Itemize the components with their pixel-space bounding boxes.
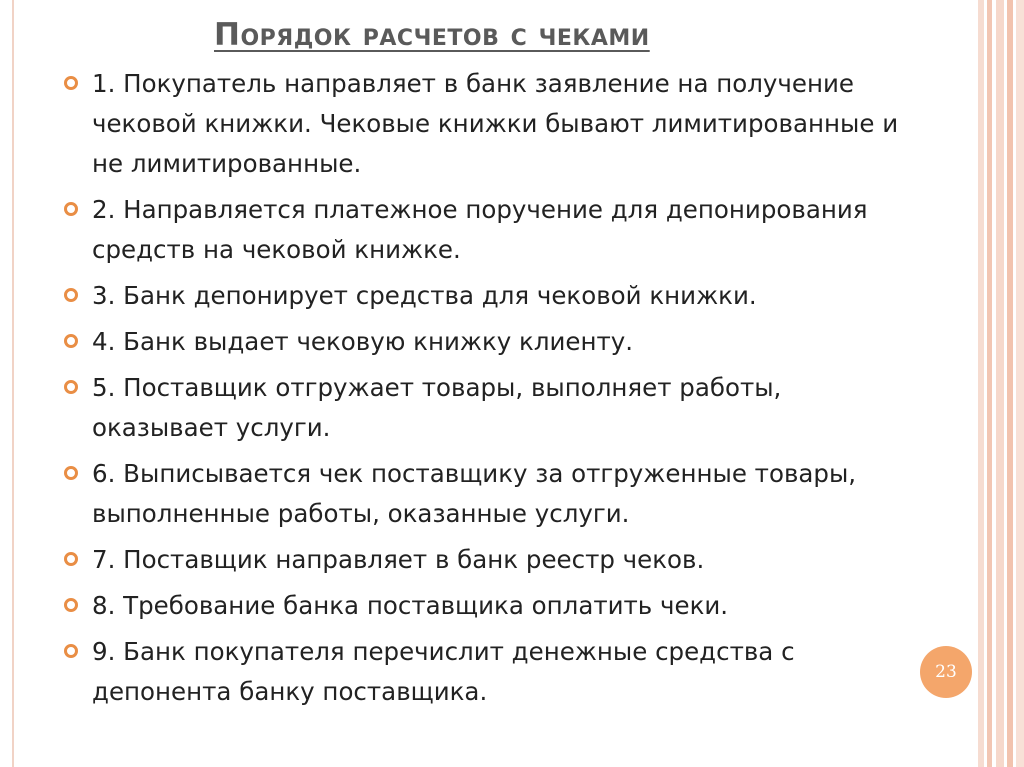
list-item-text: 8. Требование банка поставщика оплатить чеки. [92, 591, 729, 620]
left-border-line [12, 0, 14, 767]
list-item [60, 632, 920, 712]
list-item [60, 586, 920, 626]
list-item-text: 9. Банк покупателя перечислит денежные средства с депонента банку поставщика. [92, 637, 795, 706]
circle-bullet-icon [64, 598, 78, 612]
list-item-text: 3. Банк депонирует средства для чековой книжки. [92, 281, 757, 310]
list-item [60, 540, 920, 580]
circle-bullet-icon [64, 288, 78, 302]
list-item-text: 5. Поставщик отгружает товары, выполняет работы, оказывает услуги. [92, 373, 782, 442]
list-item [60, 276, 920, 316]
list-item-text: 2. Направляется платежное поручение для депонирования средств на чековой книжке. [92, 195, 868, 264]
circle-bullet-icon [64, 202, 78, 216]
list-item-text: 6. Выписывается чек поставщику за отгруженные товары, выполненные работы, оказанные услуги. [92, 459, 857, 528]
circle-bullet-icon [64, 466, 78, 480]
circle-bullet-icon [64, 380, 78, 394]
list-item-text: 1. Покупатель направляет в банк заявление на получение чековой книжки. Чековые книжки бывают лимитированные и не лимитированные. [92, 69, 899, 178]
slide-title: Порядок расчетов с чеками [214, 17, 650, 53]
list-item [60, 322, 920, 362]
page-number-badge: 23 [920, 646, 972, 698]
list-item [60, 190, 920, 270]
right-decorative-stripes [978, 0, 1024, 767]
circle-bullet-icon [64, 644, 78, 658]
list-item [60, 454, 920, 534]
list-item-text: 7. Поставщик направляет в банк реестр чеков. [92, 545, 705, 574]
list-item [60, 64, 920, 184]
list-item [60, 368, 920, 448]
list-item-text: 4. Банк выдает чековую книжку клиенту. [92, 327, 634, 356]
circle-bullet-icon [64, 552, 78, 566]
circle-bullet-icon [64, 76, 78, 90]
circle-bullet-icon [64, 334, 78, 348]
bullet-list [60, 64, 920, 718]
